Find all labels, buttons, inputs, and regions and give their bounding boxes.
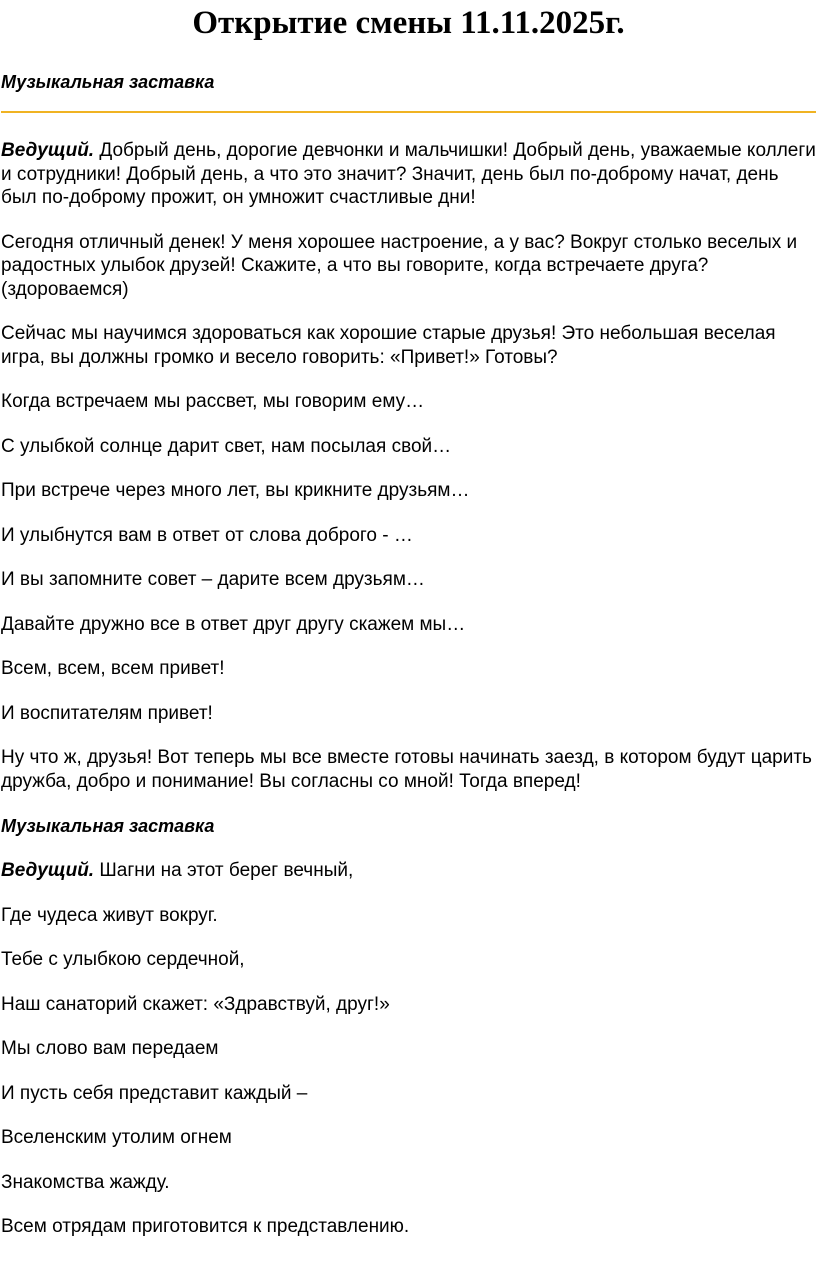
- script-paragraph: Сейчас мы научимся здороваться как хорошие старые друзья! Это небольшая веселая игра, вы должны громко и весело говорить: «Привет!» Готовы?: [1, 323, 776, 368]
- script-paragraph: С улыбкой солнце дарит свет, нам посылая свой…: [1, 435, 452, 457]
- script-paragraph: Ну что ж, друзья! Вот теперь мы все вместе готовы начинать заезд, в котором будут царить дружба, добро и понимание! Вы согласны со мной! Тогда вперед!: [1, 747, 812, 792]
- script-paragraph: И воспитателям привет!: [1, 702, 213, 724]
- document-title: Открытие смены 11.11.2025г.: [192, 5, 625, 41]
- music-intro-heading: Музыкальная заставка: [1, 72, 215, 92]
- host-text: Добрый день, дорогие девчонки и мальчишки! Добрый день, уважаемые коллеги и сотрудники! Добрый день, а что это значит? Значит, день был по-доброму начат, день был по-доброму прожит, он умножит счастливые дни!: [1, 140, 816, 208]
- verse-line: Наш санаторий скажет: «Здравствуй, друг!»: [1, 993, 390, 1015]
- verse-line: Тебе с улыбкою сердечной,: [1, 949, 245, 970]
- verse-line: Где чудеса живут вокруг.: [1, 904, 218, 926]
- host-paragraph: [1, 139, 816, 210]
- script-paragraph: Давайте дружно все в ответ друг другу скажем мы…: [1, 613, 466, 635]
- speaker-label: Ведущий.: [1, 140, 95, 161]
- script-paragraph: И улыбнутся вам в ответ от слова доброго - …: [1, 524, 413, 546]
- host-paragraph: [1, 859, 816, 883]
- script-paragraph: И вы запомните совет – дарите всем друзьям…: [1, 569, 425, 590]
- music-intro-heading: Музыкальная заставка: [1, 816, 215, 836]
- verse-line: Знакомства жажду.: [1, 1171, 170, 1193]
- verse-line: Вселенским утолим огнем: [1, 1127, 232, 1148]
- script-paragraph: Когда встречаем мы рассвет, мы говорим ему…: [1, 391, 425, 412]
- host-text: Шагни на этот берег вечный,: [94, 860, 354, 881]
- verse-line: Мы слово вам передаем: [1, 1038, 219, 1059]
- verse-line: Всем отрядам приготовится к представлению.: [1, 1216, 410, 1237]
- script-body: [1, 139, 816, 1239]
- script-paragraph: При встрече через много лет, вы крикните друзьям…: [1, 480, 470, 501]
- horizontal-rule: [1, 111, 816, 113]
- script-paragraph: Всем, всем, всем привет!: [1, 658, 225, 679]
- verse-line: И пусть себя представит каждый –: [1, 1082, 308, 1104]
- speaker-label: Ведущий.: [1, 860, 95, 881]
- script-paragraph: Сегодня отличный денек! У меня хорошее настроение, а у вас? Вокруг столько веселых и радостных улыбок друзей! Скажите, а что вы говорите, когда встречаете друга? (здороваемся): [1, 231, 798, 300]
